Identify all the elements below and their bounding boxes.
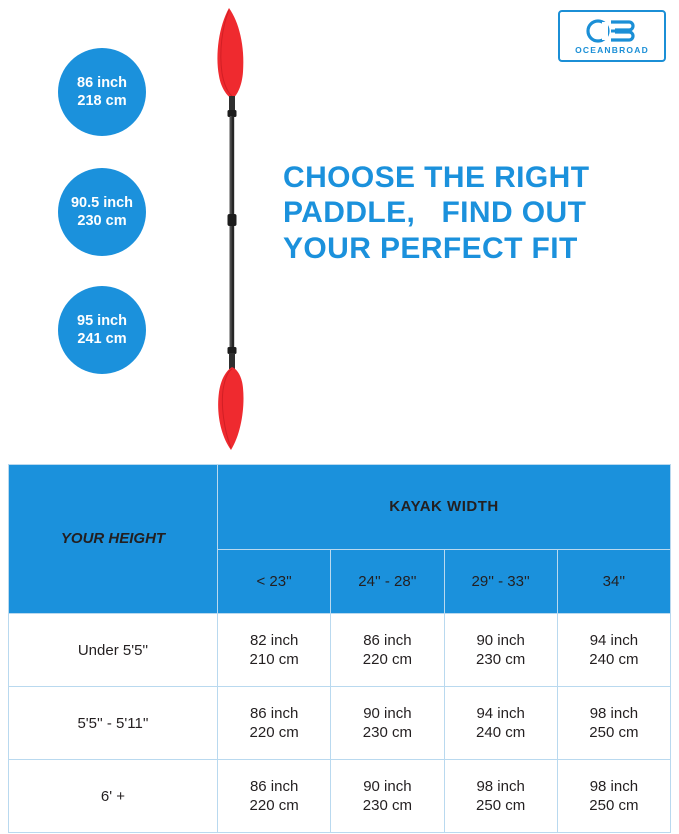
row-3-cell-4 bbox=[557, 760, 670, 833]
headline-line-2: PADDLE, FIND OUT bbox=[283, 196, 587, 230]
kayak-paddle-illustration bbox=[185, 0, 295, 450]
headline-line-3: YOUR PERFECT FIT bbox=[283, 231, 578, 265]
length-badge-3-cm: 241 cm bbox=[77, 331, 127, 347]
row-3-cell-1 bbox=[218, 760, 331, 833]
row-1-cell-2-cm: 220 cm bbox=[362, 651, 412, 668]
row-1-cell-4 bbox=[557, 614, 670, 687]
width-column-4: 34'' bbox=[557, 549, 670, 613]
row-2-cell-3 bbox=[444, 687, 557, 760]
brand-logo bbox=[558, 10, 666, 62]
row-3-cell-1-cm: 220 cm bbox=[249, 797, 299, 814]
row-1-cell-2-inch: 86 inch bbox=[363, 631, 412, 649]
headline-line-1: CHOOSE THE RIGHT bbox=[283, 161, 590, 194]
length-badge-3 bbox=[58, 286, 146, 374]
row-3-cell-4-cm: 250 cm bbox=[589, 797, 639, 814]
row-2-cell-4-cm: 250 cm bbox=[589, 724, 639, 741]
row-2-cell-2-cm: 230 cm bbox=[362, 724, 412, 741]
your-height-header-line-2: HEIGHT bbox=[108, 530, 166, 548]
row-3-cell-2 bbox=[331, 760, 444, 833]
width-column-3: 29'' - 33'' bbox=[444, 549, 557, 613]
table-row bbox=[9, 760, 671, 833]
length-badge-3-inch: 95 inch bbox=[77, 312, 127, 329]
table-row bbox=[9, 614, 671, 687]
length-badge-1-inch: 86 inch bbox=[77, 74, 127, 91]
length-badge-2-inch: 90.5 inch bbox=[70, 194, 134, 211]
row-2-cell-2 bbox=[331, 687, 444, 760]
row-3-cell-3 bbox=[444, 760, 557, 833]
row-1-cell-1-cm: 210 cm bbox=[249, 651, 299, 668]
table-header-row bbox=[9, 465, 671, 550]
length-badge-2-cm: 230 cm bbox=[77, 213, 127, 229]
row-2-cell-3-cm: 240 cm bbox=[476, 724, 526, 741]
length-badge-2 bbox=[58, 168, 146, 256]
length-badge-1-cm: 218 cm bbox=[77, 93, 127, 109]
row-2-cell-1 bbox=[218, 687, 331, 760]
your-height-header-line-1: YOUR bbox=[60, 530, 105, 548]
length-badge-1 bbox=[58, 48, 146, 136]
row-2-cell-1-cm: 220 cm bbox=[249, 724, 299, 741]
row-2-height: 5'5'' - 5'11'' bbox=[9, 687, 218, 760]
your-height-header bbox=[9, 465, 218, 614]
page-title bbox=[283, 160, 673, 266]
row-2-cell-4 bbox=[557, 687, 670, 760]
row-2-cell-3-inch: 94 inch bbox=[476, 704, 525, 722]
brand-name: OCEANBROAD bbox=[575, 44, 649, 55]
row-1-cell-3-inch: 90 inch bbox=[476, 631, 525, 649]
row-1-cell-3-cm: 230 cm bbox=[476, 651, 526, 668]
row-1-cell-1-inch: 82 inch bbox=[249, 631, 299, 649]
row-1-cell-4-inch: 94 inch bbox=[589, 631, 639, 649]
kayak-width-header: KAYAK WIDTH bbox=[218, 465, 671, 550]
row-2-cell-1-inch: 86 inch bbox=[249, 704, 299, 722]
row-3-cell-2-inch: 90 inch bbox=[363, 777, 412, 795]
row-3-cell-2-cm: 230 cm bbox=[362, 797, 412, 814]
row-1-cell-1 bbox=[218, 614, 331, 687]
paddle-size-table bbox=[8, 464, 671, 833]
row-3-cell-4-inch: 98 inch bbox=[589, 777, 639, 795]
row-2-cell-4-inch: 98 inch bbox=[589, 704, 639, 722]
row-1-height: Under 5'5'' bbox=[9, 614, 218, 687]
row-2-cell-2-inch: 90 inch bbox=[363, 704, 412, 722]
row-3-cell-1-inch: 86 inch bbox=[249, 777, 299, 795]
oceanbroad-monogram-icon bbox=[585, 18, 639, 44]
row-3-cell-3-cm: 250 cm bbox=[476, 797, 526, 814]
row-3-cell-3-inch: 98 inch bbox=[476, 777, 525, 795]
row-1-cell-2 bbox=[331, 614, 444, 687]
table-row bbox=[9, 687, 671, 760]
row-3-height: 6' + bbox=[9, 760, 218, 833]
width-column-2: 24'' - 28'' bbox=[331, 549, 444, 613]
row-1-cell-4-cm: 240 cm bbox=[589, 651, 639, 668]
row-1-cell-3 bbox=[444, 614, 557, 687]
width-column-1: < 23'' bbox=[218, 549, 331, 613]
